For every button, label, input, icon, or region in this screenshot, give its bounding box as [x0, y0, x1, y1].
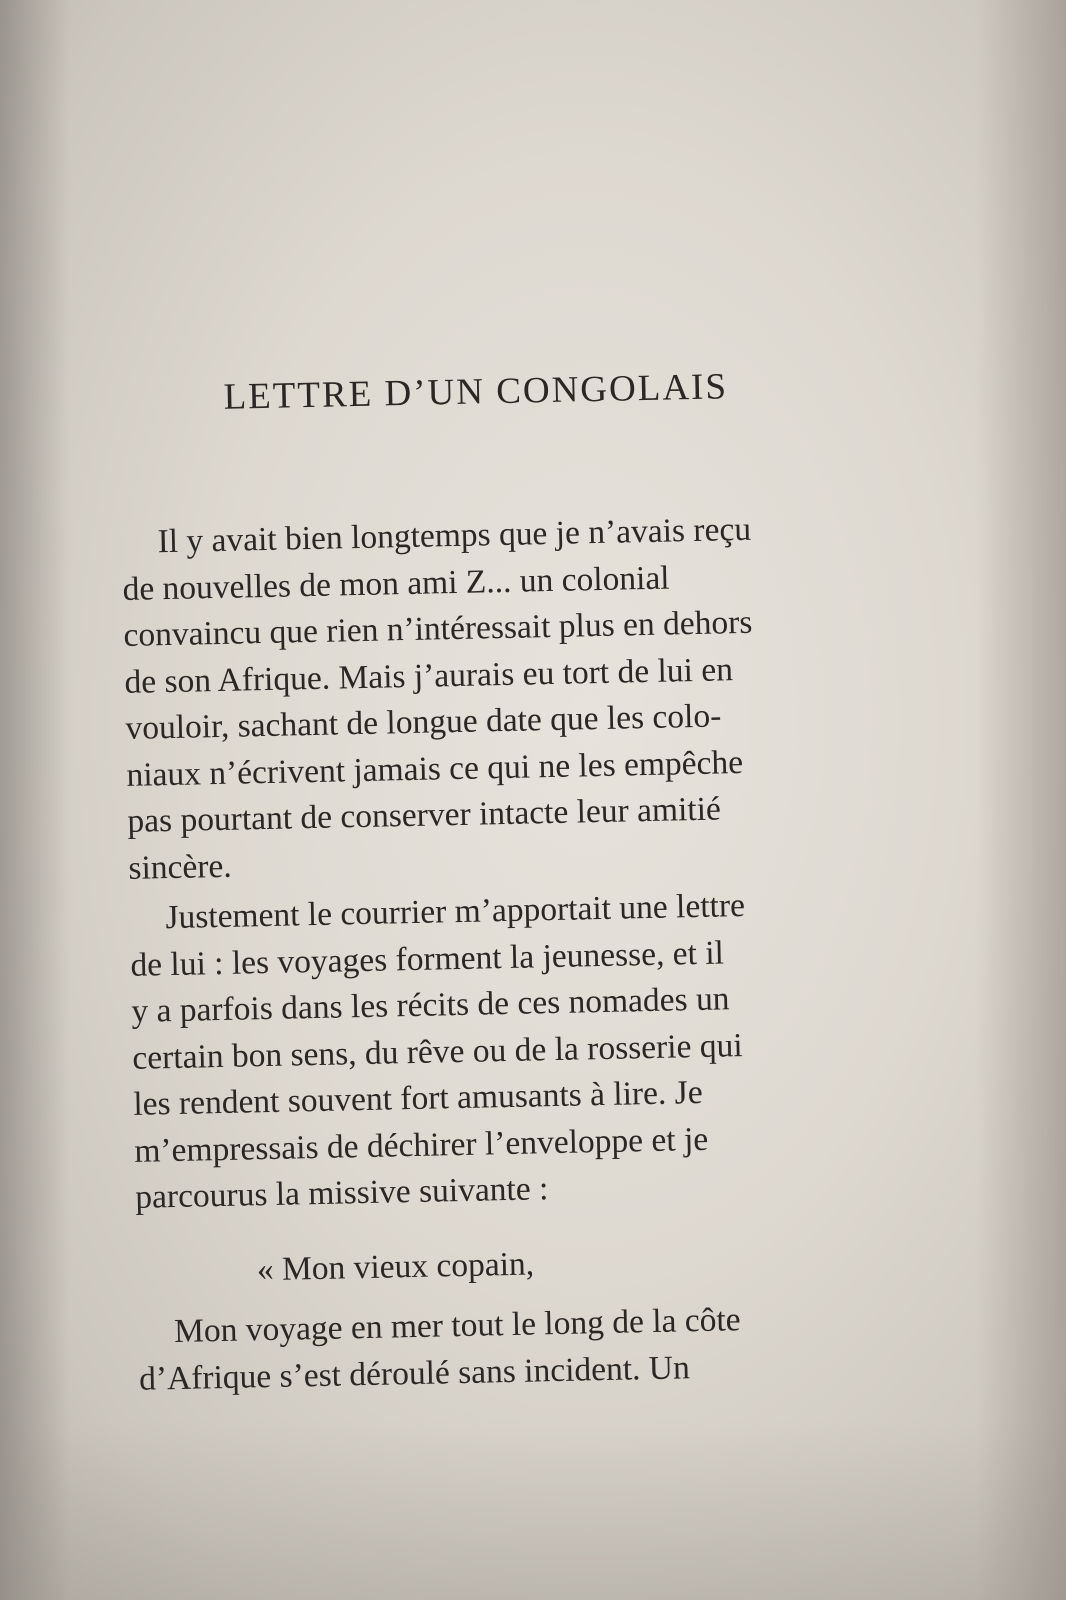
page-text	[118, 354, 899, 1403]
text-line: Justement le courrier m’apportait une lettre	[165, 886, 746, 937]
text-line: Mon voyage en mer tout le long de la côte	[173, 1301, 741, 1351]
text-line: parcourus la missive suivante :	[134, 1170, 549, 1216]
text-line: les rendent souvent fort amusants à lire. Je	[132, 1073, 703, 1123]
letter-salutation: « Mon vieux copain,	[256, 1244, 535, 1288]
text-line: certain bon sens, du rêve ou de la rosserie qui	[132, 1026, 743, 1077]
paragraph-2	[129, 880, 896, 1221]
paragraph-1	[121, 504, 889, 892]
text-line: d’Afrique s’est déroulé sans incident. Un	[138, 1348, 691, 1398]
text-line: y a parfois dans les récits de ces nomades un	[131, 980, 730, 1030]
text-line: de lui : les voyages forment la jeunesse, et il	[130, 933, 725, 984]
page-shadow-bottom	[0, 1420, 1066, 1600]
text-line: m’empressais de déchirer l’enveloppe et je	[133, 1120, 709, 1170]
page-shadow-right	[976, 0, 1066, 1600]
chapter-title: LETTRE D’UN CONGOLAIS	[223, 366, 729, 418]
text-line: niaux n’écrivent jamais ce qui ne les empêche	[126, 743, 744, 794]
text-line: vouloir, sachant de longue date que les colo-	[125, 697, 722, 747]
text-line: Il y avait bien longtemps que je n’avais reçu	[157, 510, 752, 561]
text-line: convaincu que rien n’intéressait plus en dehors	[123, 603, 753, 654]
text-line: sincère.	[128, 847, 233, 887]
paragraph-3	[138, 1294, 900, 1403]
text-line: de nouvelles de mon ami Z... un colonial	[122, 558, 670, 608]
page-shadow-left	[0, 0, 70, 1600]
text-line: de son Afrique. Mais j’aurais eu tort de lui en	[124, 650, 734, 701]
text-line: pas pourtant de conserver intacte leur amitié	[127, 790, 722, 840]
